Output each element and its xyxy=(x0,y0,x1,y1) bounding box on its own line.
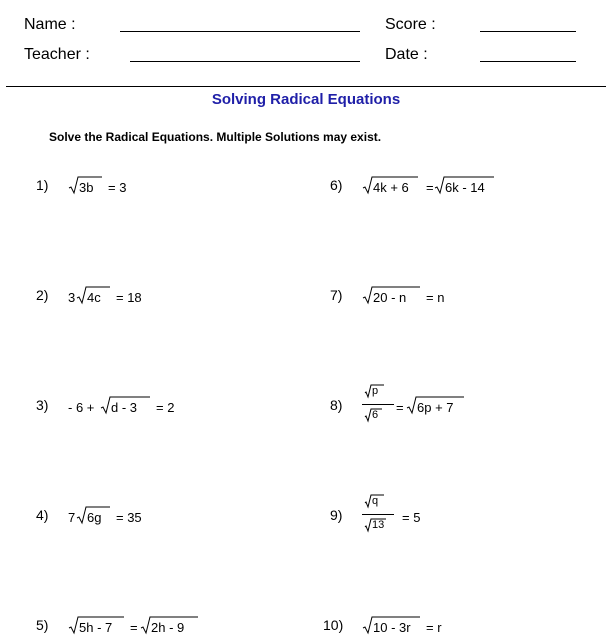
problem-number: 4) xyxy=(36,507,49,523)
rhs: = 2 xyxy=(156,400,175,415)
radicand: 10 - 3r xyxy=(373,620,411,635)
problem-2-equation xyxy=(68,286,268,306)
radical xyxy=(76,506,110,526)
problem-number: 3) xyxy=(36,397,49,413)
radical xyxy=(68,616,124,636)
radicand: d - 3 xyxy=(111,400,138,415)
page-title: Solving Radical Equations xyxy=(211,91,401,108)
radicand: 6g xyxy=(87,510,102,525)
denominator-radical xyxy=(364,408,382,428)
name-line xyxy=(120,31,360,32)
coefficient: 3 xyxy=(68,290,76,305)
problem-8-rhs xyxy=(394,396,514,416)
problem-5-equation xyxy=(68,616,288,636)
problem-number: 10) xyxy=(323,617,344,633)
denominator-radicand: 13 xyxy=(372,519,385,531)
numerator-radicand: p xyxy=(372,385,379,397)
problem-number: 6) xyxy=(330,177,343,193)
problem-1-equation xyxy=(68,176,268,196)
problem-9-rhs xyxy=(398,506,458,526)
radical xyxy=(406,396,464,416)
fraction xyxy=(362,494,394,538)
coefficient: 7 xyxy=(68,510,76,525)
equals: = xyxy=(426,180,434,195)
radical xyxy=(76,286,110,306)
rhs: = 18 xyxy=(116,290,142,305)
denominator-radicand: 6 xyxy=(372,409,379,421)
problem-number: 2) xyxy=(36,287,49,303)
radical xyxy=(100,396,150,416)
radical xyxy=(434,176,494,196)
name-label: Name : xyxy=(24,16,76,33)
radical xyxy=(68,176,102,196)
radicand: 20 - n xyxy=(373,290,407,305)
rhs: = r xyxy=(426,620,442,635)
score-line xyxy=(480,31,576,32)
radical xyxy=(140,616,198,636)
problem-number: 8) xyxy=(330,397,343,413)
teacher-line xyxy=(130,61,360,62)
fraction-bar xyxy=(362,514,394,515)
problem-10-equation xyxy=(362,616,562,636)
problem-number: 9) xyxy=(330,507,343,523)
radical xyxy=(362,176,418,196)
problem-7-equation xyxy=(362,286,562,306)
radicand: 6k - 14 xyxy=(445,180,485,195)
radical xyxy=(362,286,420,306)
denominator-radical xyxy=(364,518,386,538)
problem-4-equation xyxy=(68,506,268,526)
problem-3-equation xyxy=(68,396,288,416)
numerator-radical xyxy=(364,494,384,514)
rhs: = 35 xyxy=(116,510,142,525)
radical xyxy=(362,616,420,636)
radicand: 4k + 6 xyxy=(373,180,409,195)
rhs: = 5 xyxy=(402,510,421,525)
equals: = xyxy=(130,620,138,635)
equals: = xyxy=(396,400,404,415)
score-label: Score : xyxy=(385,16,436,33)
radicand: 2h - 9 xyxy=(151,620,185,635)
radicand: 4c xyxy=(87,290,101,305)
problem-number: 7) xyxy=(330,287,343,303)
fraction-bar xyxy=(362,404,394,405)
teacher-label: Teacher : xyxy=(24,46,90,63)
radicand: 6p + 7 xyxy=(417,400,454,415)
numerator-radical xyxy=(364,384,384,404)
problem-number: 1) xyxy=(36,177,49,193)
numerator-radicand: q xyxy=(372,495,379,507)
prefix: - 6 + xyxy=(68,400,95,415)
fraction xyxy=(362,384,394,428)
radicand: 3b xyxy=(79,180,94,195)
date-line xyxy=(480,61,576,62)
rhs: = n xyxy=(426,290,445,305)
problem-number: 5) xyxy=(36,617,49,633)
radicand: 5h - 7 xyxy=(79,620,113,635)
rhs: = 3 xyxy=(108,180,127,195)
header-divider xyxy=(6,86,606,87)
date-label: Date : xyxy=(385,46,428,63)
problem-6-equation xyxy=(362,176,582,196)
instructions: Solve the Radical Equations. Multiple Solutions may exist. xyxy=(49,130,382,144)
